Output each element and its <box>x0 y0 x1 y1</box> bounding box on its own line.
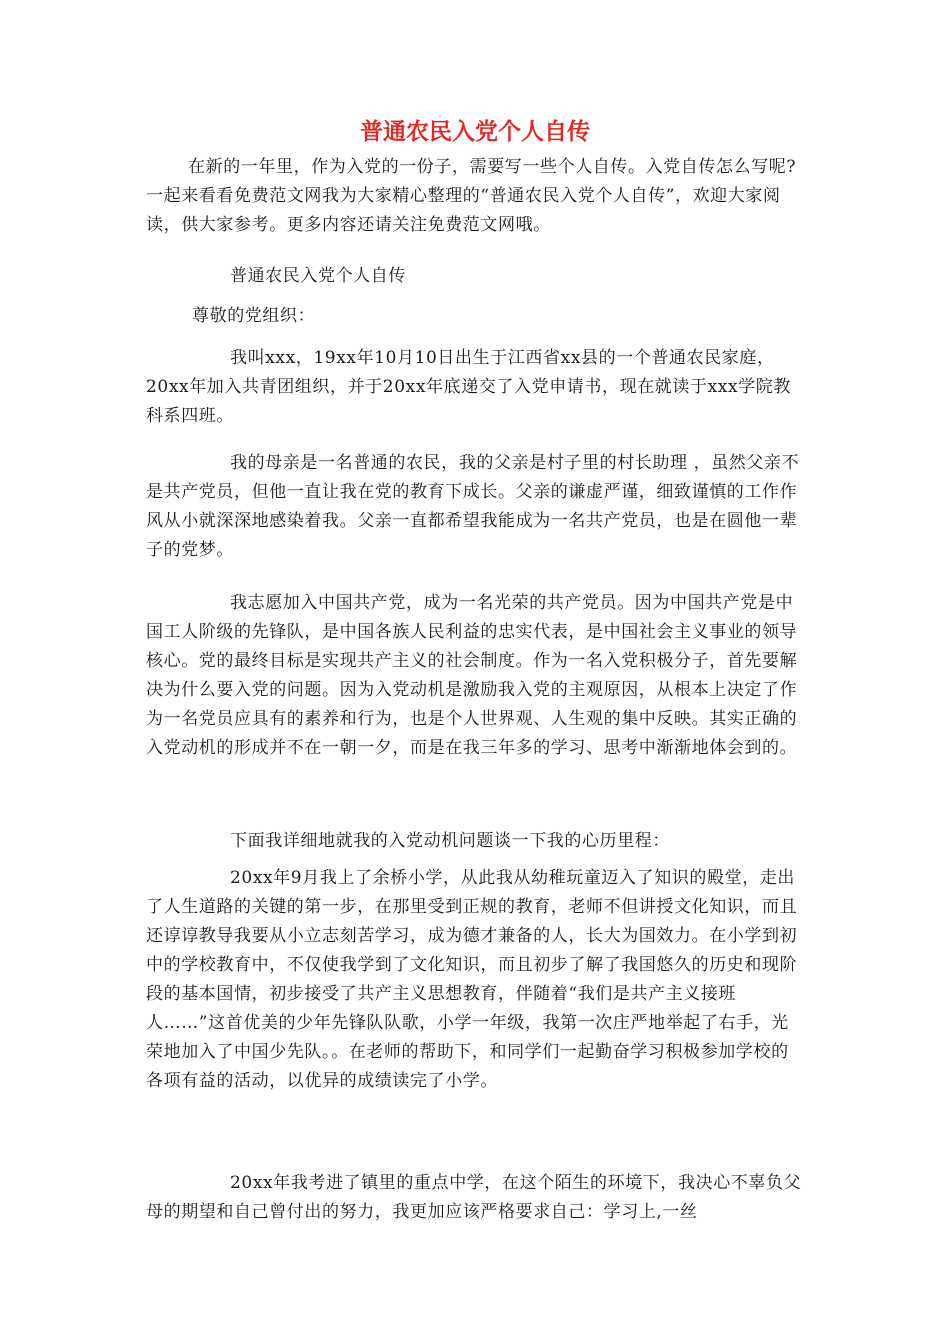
paragraph-5: 20xx年9月我上了余桥小学，从此我从幼稚玩童迈入了知识的殿堂，走出了人生道路的关键的第一步，在那里受到正规的教育，老师不但讲授文化知识，而且还谆谆教导我要从小立志刻苦学习，成为德才兼备的人，长大为国效力。在小学到初中的学校教育中，不仅使我学到了文化知识，而且初步了解了我国悠久的历史和现阶段的基本国情，初步接受了共产主义思想教育，伴随着“我们是共产主义接班人……”这首优美的少年先锋队队歌，小学一年级，我第一次庄严地举起了右手，光荣地加入了中国少先队。。在老师的帮助下，和同学们一起勤奋学习积极参加学校的各项有益的活动，以优异的成绩读完了小学。 <box>146 868 798 1091</box>
salutation: 尊敬的党组织： <box>192 306 316 326</box>
paragraph-1: 我叫xxx，19xx年10月10日出生于江西省xx县的一个普通农民家庭，20xx年加入共青团组织，并于20xx年底递交了入党申请书，现在就读于xxx学院教科系四班。 <box>146 348 791 426</box>
subtitle: 普通农民入党个人自传 <box>230 266 406 286</box>
intro-paragraph: 在新的一年里，作为入党的一份子，需要写一些个人自传。入党自传怎么写呢?一起来看看免费范文网我为大家精心整理的“普通农民入党个人自传”，欢迎大家阅读，供大家参考。更多内容还请关注免费范文网哦。 <box>146 157 797 235</box>
document-title: 普通农民入党个人自传 <box>360 119 590 145</box>
paragraph-6: 20xx年我考进了镇里的重点中学，在这个陌生的环境下，我决心不辜负父母的期望和自己曾付出的努力，我更加应该严格要求自己：学习上,一丝 <box>146 1173 802 1222</box>
paragraph-3: 我志愿加入中国共产党，成为一名光荣的共产党员。因为中国共产党是中国工人阶级的先锋队，是中国各族人民利益的忠实代表，是中国社会主义事业的领导核心。党的最终目标是实现共产主义的社会制度。作为一名入党积极分子，首先要解决为什么要入党的问题。因为入党动机是激励我入党的主观原因，从根本上决定了作为一名党员应具有的素养和行为，也是个人世界观、人生观的集中反映。其实正确的入党动机的形成并不在一朝一夕，而是在我三年多的学习、思考中渐渐地体会到的。 <box>146 593 798 758</box>
paragraph-4: 下面我详细地就我的入党动机问题谈一下我的心历里程： <box>230 831 670 851</box>
paragraph-2: 我的母亲是一名普通的农民，我的父亲是村子里的村长助理 ，虽然父亲不是共产党员，但他一直让我在党的教育下成长。父亲的谦虚严谨，细致谨慎的工作作风从小就深深地感染着我。父亲一直都希望我能成为一名共产党员，也是在圆他一辈子的党梦。 <box>146 453 800 560</box>
